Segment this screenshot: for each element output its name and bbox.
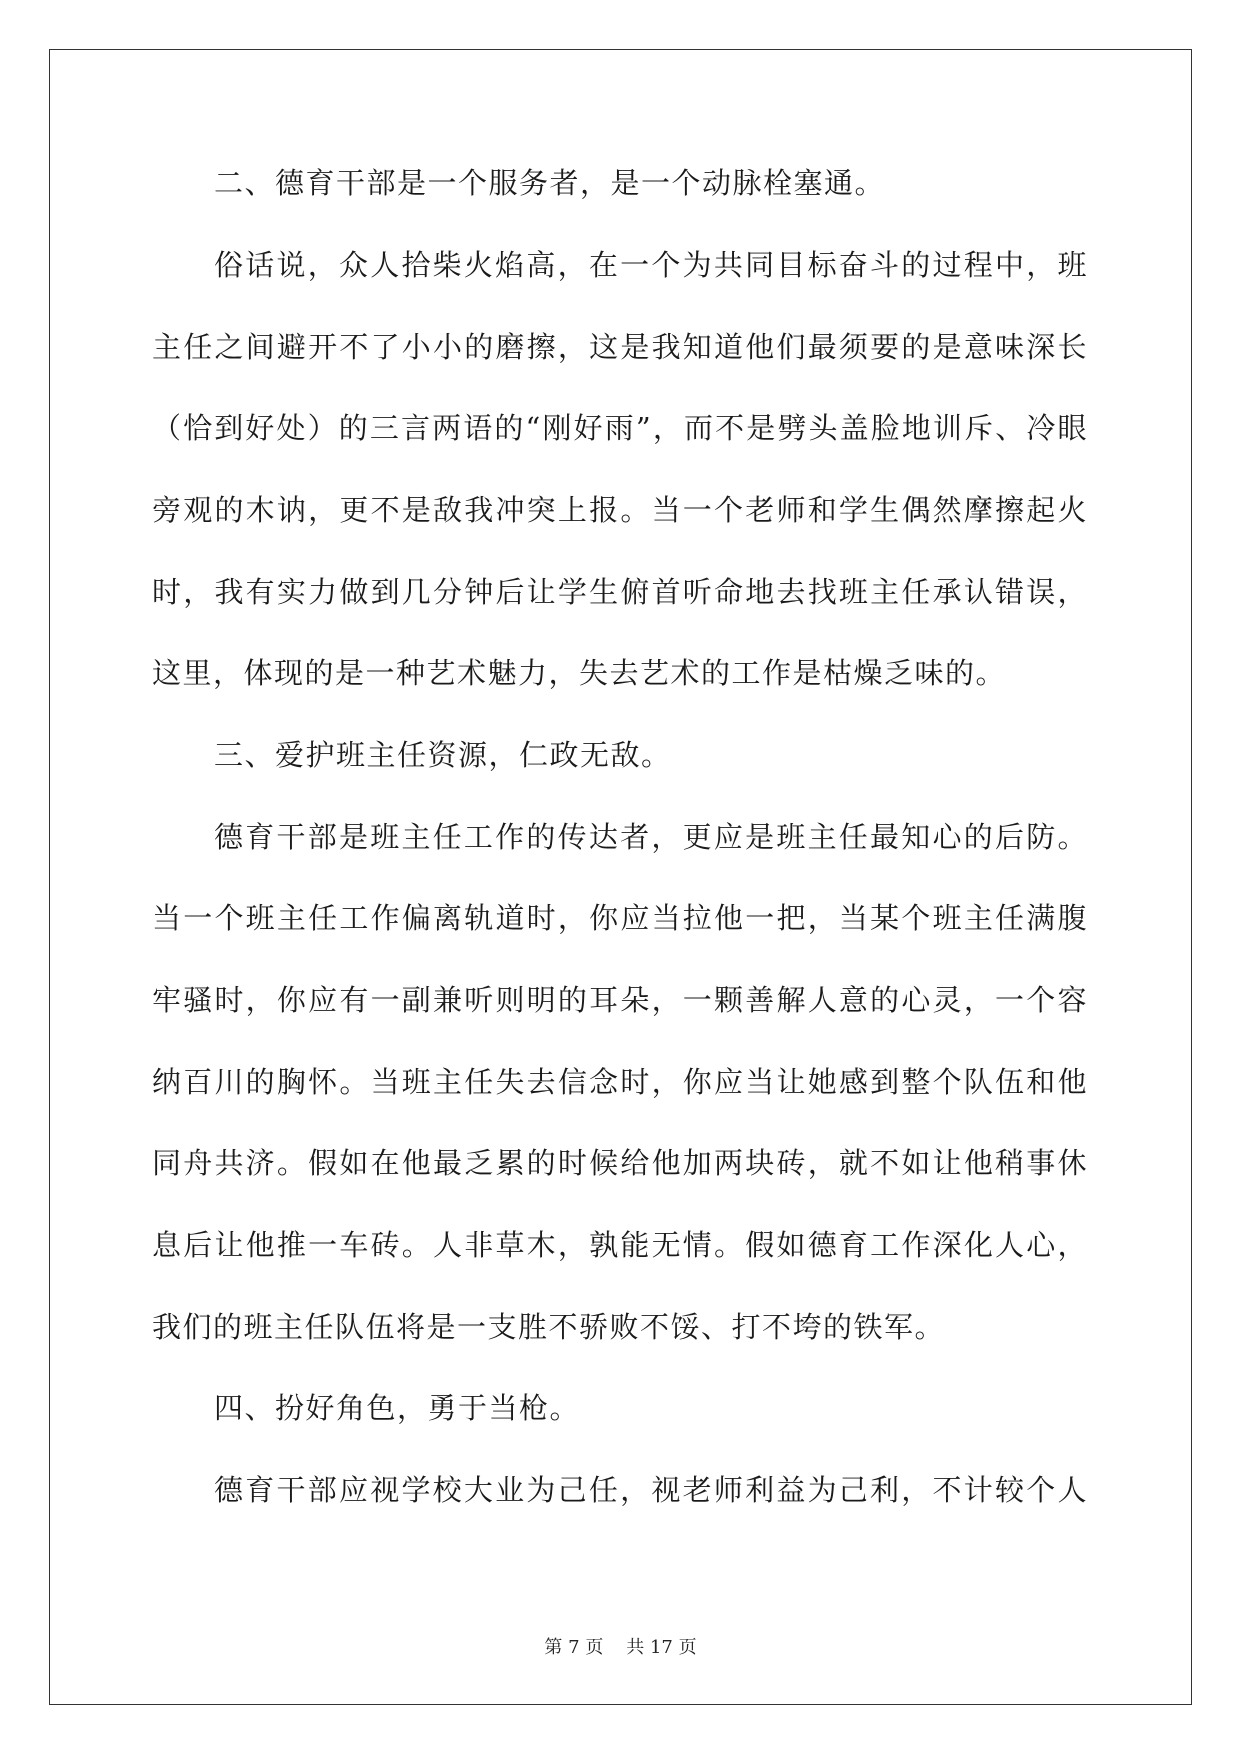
- page-border: [49, 49, 1192, 1705]
- paragraph-line: 旁观的木讷，更不是敌我冲突上报。当一个老师和学生偶然摩擦起火: [152, 493, 1088, 527]
- paragraph-line: 德育干部应视学校大业为己任，视老师利益为己利，不计较个人: [214, 1473, 1088, 1507]
- paragraph-line: 主任之间避开不了小小的磨擦，这是我知道他们最须要的是意味深长: [152, 330, 1088, 364]
- paragraph-line: （恰到好处）的三言两语的“刚好雨”，而不是劈头盖脸地训斥、冷眼: [152, 411, 1088, 445]
- paragraph-line: 纳百川的胸怀。当班主任失去信念时，你应当让她感到整个队伍和他: [152, 1065, 1088, 1099]
- section-heading-2: 二、德育干部是一个服务者，是一个动脉栓塞通。: [214, 166, 886, 200]
- section-heading-3: 三、爱护班主任资源，仁政无敌。: [214, 738, 672, 772]
- paragraph-line: 时，我有实力做到几分钟后让学生俯首听命地去找班主任承认错误，: [152, 575, 1088, 609]
- page-number: 第 7 页: [544, 1637, 604, 1658]
- paragraph-line: 这里，体现的是一种艺术魅力，失去艺术的工作是枯燥乏味的。: [152, 656, 1007, 690]
- paragraph-line: 同舟共济。假如在他最乏累的时候给他加两块砖，就不如让他稍事休: [152, 1146, 1088, 1180]
- section-heading-4: 四、扮好角色，勇于当枪。: [214, 1391, 581, 1425]
- paragraph-line: 德育干部是班主任工作的传达者，更应是班主任最知心的后防。: [214, 820, 1088, 854]
- paragraph-line: 牢骚时，你应有一副兼听则明的耳朵，一颗善解人意的心灵，一个容: [152, 983, 1088, 1017]
- paragraph-line: 当一个班主任工作偏离轨道时，你应当拉他一把，当某个班主任满腹: [152, 901, 1088, 935]
- page-footer: [0, 1636, 1241, 1660]
- paragraph-line: 俗话说，众人拾柴火焰高，在一个为共同目标奋斗的过程中，班: [214, 248, 1088, 282]
- paragraph-line: 我们的班主任队伍将是一支胜不骄败不馁、打不垮的铁军。: [152, 1310, 946, 1344]
- paragraph-line: 息后让他推一车砖。人非草木，孰能无情。假如德育工作深化人心，: [152, 1228, 1088, 1262]
- total-pages: 共 17 页: [626, 1637, 697, 1658]
